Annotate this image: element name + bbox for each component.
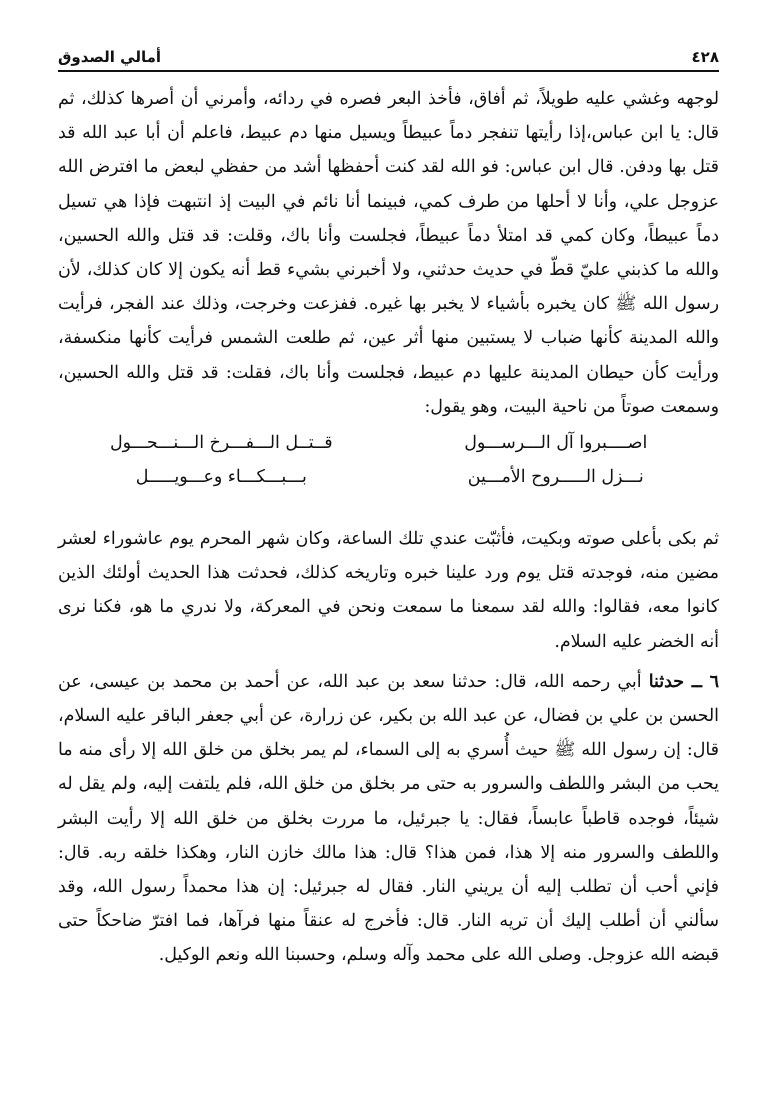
verse-line-1-first-hemistich: اصــــبروا آل الـــرســـول (464, 433, 648, 454)
hadith-6 (58, 665, 719, 973)
book-title: أمالي الصدوق (58, 48, 162, 66)
page-header (58, 36, 719, 66)
body-text (58, 82, 719, 973)
verse-line-2-second-hemistich: بـــبـــكـــاء وعـــويـــــل (135, 467, 307, 488)
page-number: ٤٢٨ (691, 48, 719, 66)
paragraph-after-verse: ثم بكى بأعلى صوته وبكيت، فأثبّت عندي تلك الساعة، وكان شهر المحرم يوم عاشوراء لعشر مضين منه، فوجدته قتل يوم ورد علينا خبره وتاريخه كذلك، فحدثت هذا الحديث أولئك الذين كانوا معه، فقالوا: والله لقد سمعنا ما سمعت ونحن في المعركة، ولا ندري ما هو، فكنا نرى أنه الخضر عليه السلام. (58, 529, 719, 652)
hadith-number: ٦ ــ حدثنا (648, 671, 719, 692)
verse-line-1-second-hemistich: قــتــل الـــفـــرخ الـــنـــحـــول (109, 433, 333, 454)
poem-verse (58, 426, 719, 494)
verse-line-2-first-hemistich: نـــزل الـــــروح الأمـــين (467, 467, 644, 488)
paragraph-narration: لوجهه وغشي عليه طويلاً، ثم أفاق، فأخذ البعر فصره في ردائه، وأمرني أن أصرها كذلك، ثم قال: يا ابن عباس،إذا رأيتها تنفجر دماً عبيطاً ويسيل منها دم عبيط، فاعلم أن أبا عبد الله قد قتل بها ودفن. قال ابن عباس: فو الله لقد كنت أحفظها أشد من حفظي لبعض ما افترض الله عزوجل علي، وأنا لا أحلها من طرف كمي، فبينما أنا نائم في البيت إذ انتبهت فإذا هي تسيل دماً عبيطاً، وكان كمي قد امتلأ دماً عبيطاً، فجلست وأنا باك، وقلت: قد قتل والله الحسين، والله ما كذبني عليّ قطّ في حديث حدثني، ولا أخبرني بشيء قط أنه يكون إلا كان كذلك، لأن رسول الله ﷺ كان يخبره بأشياء لا يخبر بها غيره. ففزعت وخرجت، وذلك عند الفجر، فرأيت والله المدينة كأنها ضباب لا يستبين منها أثر عين، ثم طلعت الشمس فرأيت كأنها منكسفة، ورأيت كأن حيطان المدينة عليها دم عبيط، فجلست وأنا باك، فقلت: قد قتل والله الحسين، وسمعت صوتاً من ناحية البيت، وهو يقول: (58, 89, 719, 417)
header-divider (58, 70, 719, 72)
hadith-text: أبي رحمه الله، قال: حدثنا سعد بن عبد الله، عن أحمد بن محمد بن عيسى، عن الحسن بن علي بن فضال، عن عبد الله بن بكير، عن زرارة، عن أبي جعفر الباقر عليه السلام، قال: إن رسول الله ﷺ حيث أُسري به إلى السماء، لم يمر بخلق من خلق الله إلا رأى منه ما يحب من البشر واللطف والسرور به حتى مر بخلق من خلق الله، فلم يلتفت إليه، ولم يقل له شيئاً، فوجده قاطباً عابساً، فقال: يا جبرئيل، ما مررت بخلق من خلق الله إلا رأيت البشر واللطف والسرور منه إلا هذا، فمن هذا؟ قال: هذا مالك خازن النار، وهكذا خلقه ربه. قال: فإني أحب أن تطلب إليه أن يريني النار. فقال له جبرئيل: إن هذا محمداً رسول الله، وقد سألني أن أطلب إليك أن تريه النار. قال: فأخرج له عنقاً منها فرآها، فما افترّ ضاحكاً حتى قبضه الله عزوجل. وصلى الله على محمد وآله وسلم، وحسبنا الله ونعم الوكيل. (58, 671, 719, 966)
